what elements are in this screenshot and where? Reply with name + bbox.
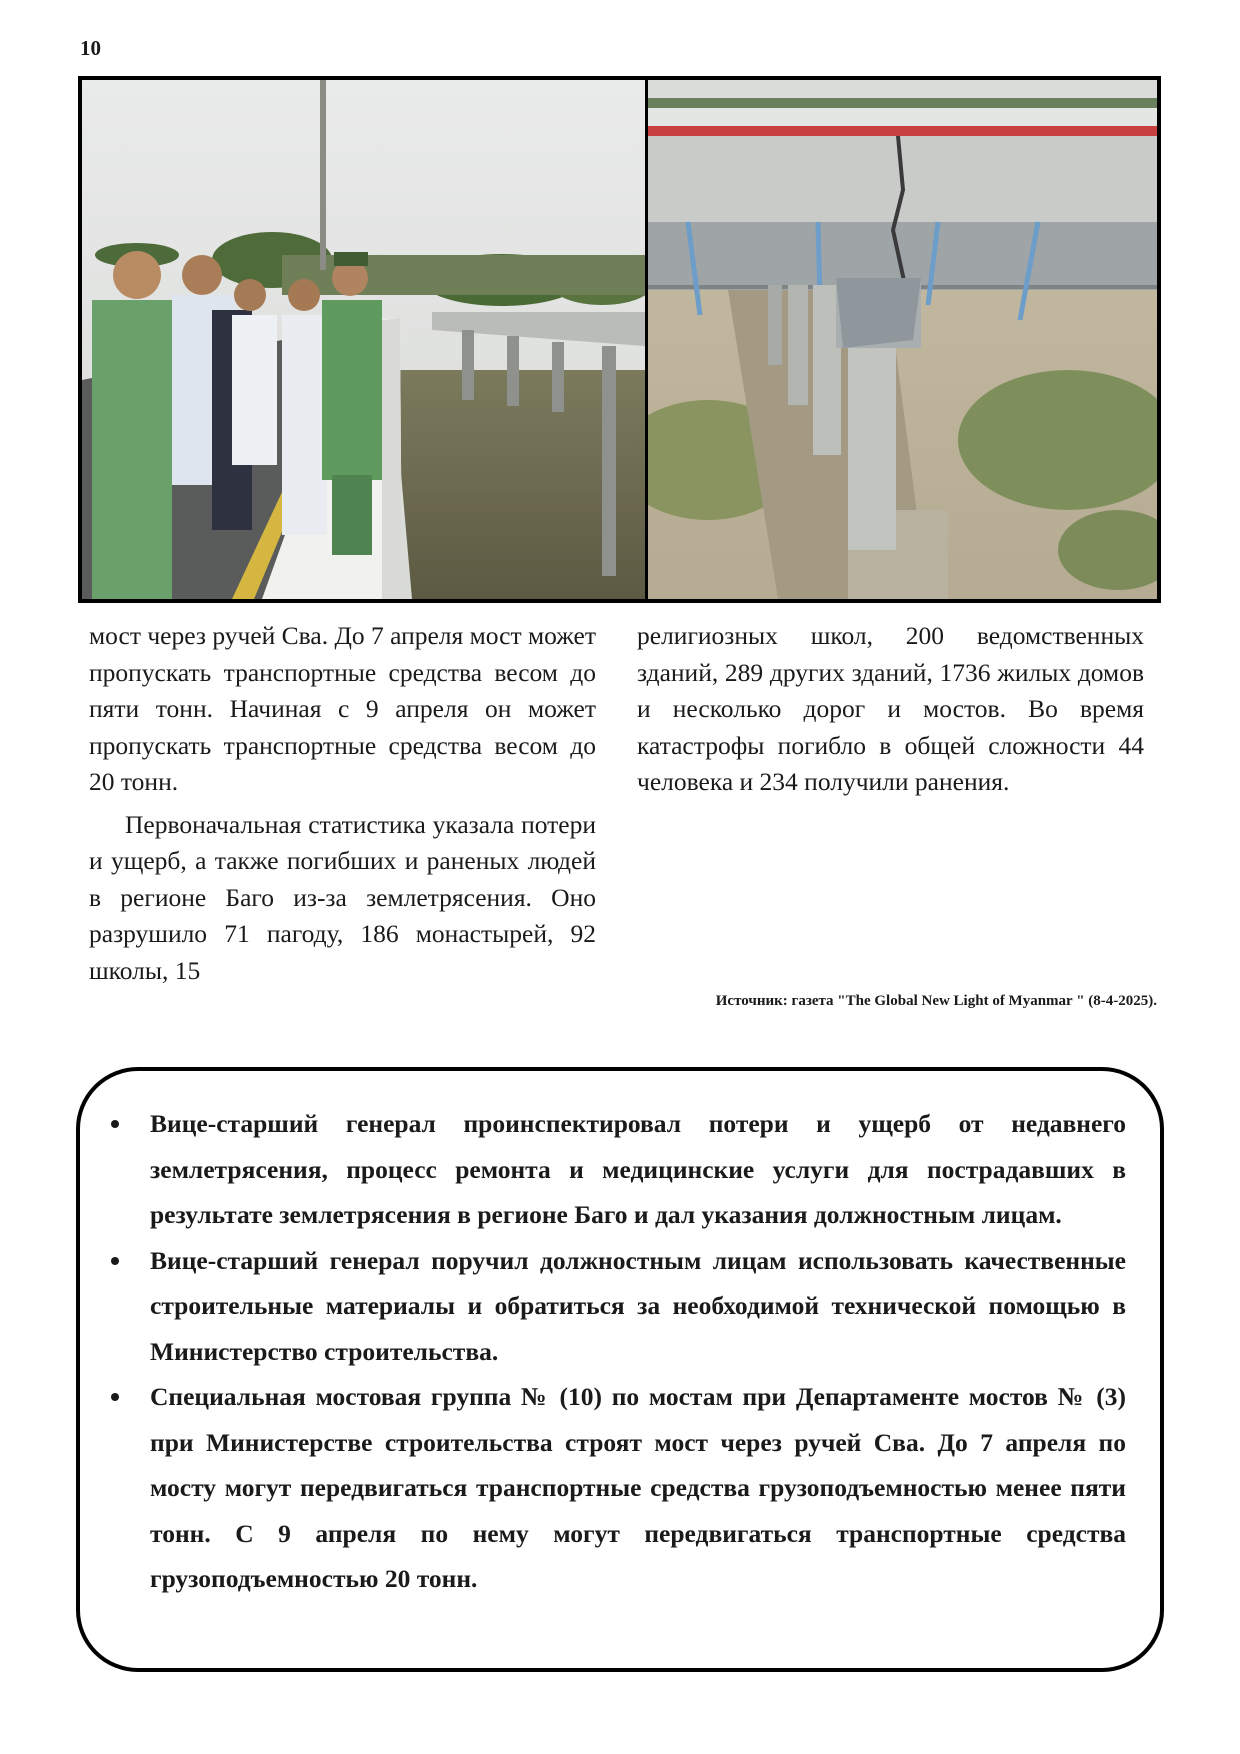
bullet-icon — [111, 1393, 119, 1401]
summary-list — [108, 1101, 1126, 1602]
summary-bullet-text: Специальная мостовая группа № (10) по мостам при Департаменте мостов № (3) при Министерстве строительства строят мост через ручей Сва. До 7 апреля по мосту могут передвигаться транспортные средства грузоподъемностью менее пяти тонн. С 9 апреля по нему могут передвигаться транспортные средства грузоподъемностью 20 тонн. — [150, 1382, 1126, 1593]
article-paragraph: Первоначальная статистика указала потери и ущерб, а также погибших и раненых людей в регионе Баго из-за землетрясения. Оно разрушило 71 пагоду, 186 монастырей, 92 школы, 15 — [89, 809, 596, 985]
damaged-bridge-pier-photo — [648, 80, 1157, 599]
summary-bullet — [108, 1374, 1126, 1602]
summary-bullet — [108, 1238, 1126, 1375]
bullet-icon — [111, 1257, 119, 1265]
page-number: 10 — [80, 36, 101, 60]
article-left-column — [89, 618, 596, 989]
article-paragraph: религиозных школ, 200 ведомственных зданий, 289 других зданий, 1736 жилых домов и несколько дорог и мостов. Во время катастрофы погибло в общей сложности 44 человека и 234 получили ранения. — [637, 621, 1144, 796]
photo-frame — [78, 76, 1161, 603]
summary-bullet — [108, 1101, 1126, 1238]
summary-box — [76, 1067, 1164, 1672]
bullet-icon — [111, 1120, 119, 1128]
article-paragraph: мост через ручей Сва. До 7 апреля мост может пропускать транспортные средства весом до пяти тонн. Начиная с 9 апреля он может пропускать транспортные средства весом до 20 тонн. — [89, 621, 596, 796]
summary-bullet-text: Вице-старший генерал проинспектировал потери и ущерб от недавнего землетрясения, процесс ремонта и медицинские услуги для пострадавших в результате землетрясения в регионе Баго и дал указания должностным лицам. — [150, 1109, 1126, 1229]
officials-inspecting-bridge-photo — [82, 80, 645, 599]
summary-bullet-text: Вице-старший генерал поручил должностным лицам использовать качественные строительные материалы и обратиться за необходимой технической помощью в Министерство строительства. — [150, 1245, 1126, 1366]
source-citation: Источник: газета "The Global New Light of Myanmar " (8-4-2025). — [715, 993, 1157, 1009]
article-right-column — [637, 618, 1144, 801]
